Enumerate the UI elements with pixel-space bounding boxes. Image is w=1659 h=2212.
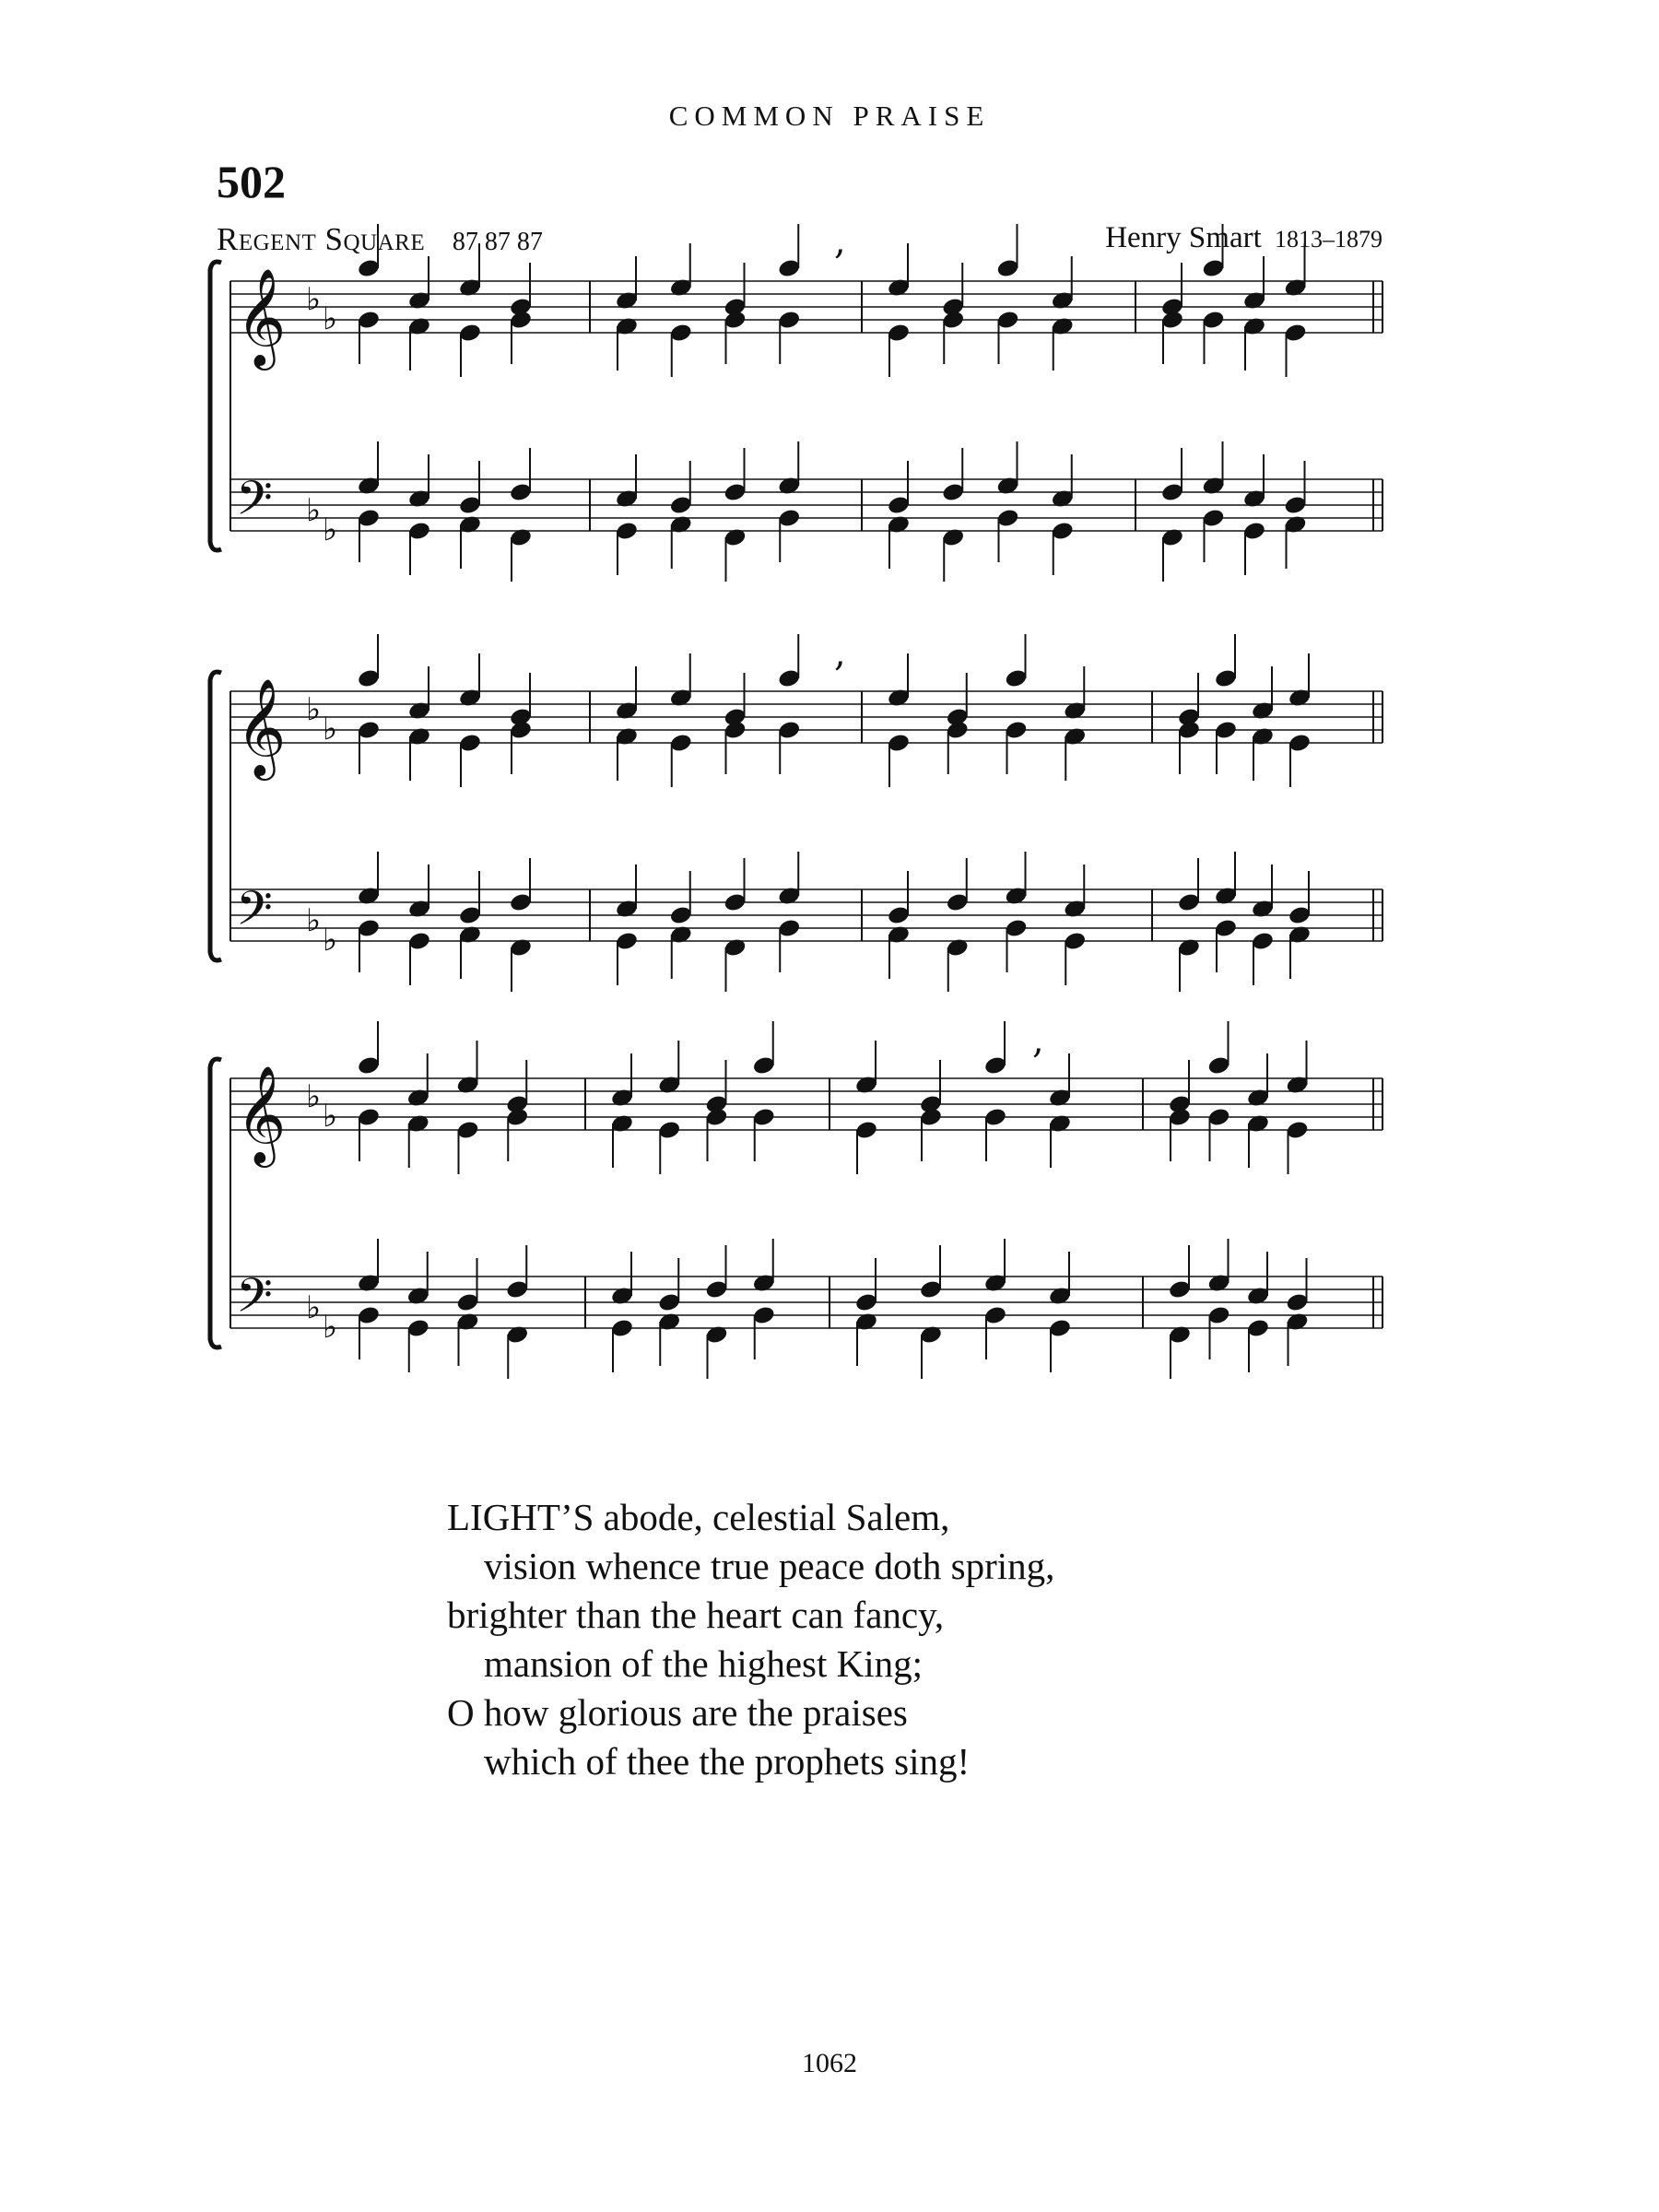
breath-mark-icon: , bbox=[834, 220, 846, 263]
treble-clef-icon: 𝄞 bbox=[236, 1065, 287, 1163]
flat-icon: ♭ bbox=[306, 691, 322, 728]
verse-line: vision whence true peace doth spring, bbox=[484, 1545, 1055, 1587]
composer-name: Henry Smart bbox=[1105, 221, 1262, 254]
verse-line: brighter than the heart can fancy, bbox=[447, 1594, 945, 1636]
bass-clef-icon: 𝄢 bbox=[236, 880, 273, 947]
flat-icon: ♭ bbox=[323, 1098, 338, 1135]
flat-icon: ♭ bbox=[323, 711, 338, 747]
page-number: 1062 bbox=[802, 2048, 857, 2078]
system-bracket bbox=[210, 672, 221, 960]
flat-icon: ♭ bbox=[323, 922, 338, 959]
flat-icon: ♭ bbox=[306, 1289, 322, 1326]
verse-line: which of thee the prophets sing! bbox=[484, 1740, 971, 1783]
breath-mark-icon: , bbox=[1032, 1019, 1044, 1062]
flat-icon: ♭ bbox=[323, 1309, 338, 1346]
flat-icon: ♭ bbox=[306, 492, 322, 529]
verse-line: LIGHT’S abode, celestial Salem, bbox=[447, 1496, 950, 1538]
verse-line: O how glorious are the praises bbox=[447, 1691, 908, 1734]
flat-icon: ♭ bbox=[306, 902, 322, 939]
bass-clef-icon: 𝄢 bbox=[236, 1267, 273, 1335]
bass-clef-icon: 𝄢 bbox=[236, 470, 273, 537]
flat-icon: ♭ bbox=[306, 281, 322, 318]
verse bbox=[447, 1493, 1054, 1786]
tune-meter: 87 87 87 bbox=[452, 228, 543, 256]
flat-icon: ♭ bbox=[323, 512, 338, 548]
system-bracket bbox=[210, 262, 221, 550]
treble-clef-icon: 𝄞 bbox=[236, 267, 287, 366]
hymn-number: 502 bbox=[217, 156, 286, 207]
flat-icon: ♭ bbox=[323, 300, 338, 337]
breath-mark-icon: , bbox=[834, 632, 846, 675]
tune-name: Regent Square bbox=[217, 221, 426, 257]
running-head: COMMON PRAISE bbox=[668, 100, 991, 132]
composer-dates: 1813–1879 bbox=[1275, 226, 1382, 253]
flat-icon: ♭ bbox=[306, 1078, 322, 1115]
system-bracket bbox=[210, 1059, 221, 1347]
verse-line: mansion of the highest King; bbox=[484, 1642, 924, 1685]
treble-clef-icon: 𝄞 bbox=[236, 677, 287, 776]
